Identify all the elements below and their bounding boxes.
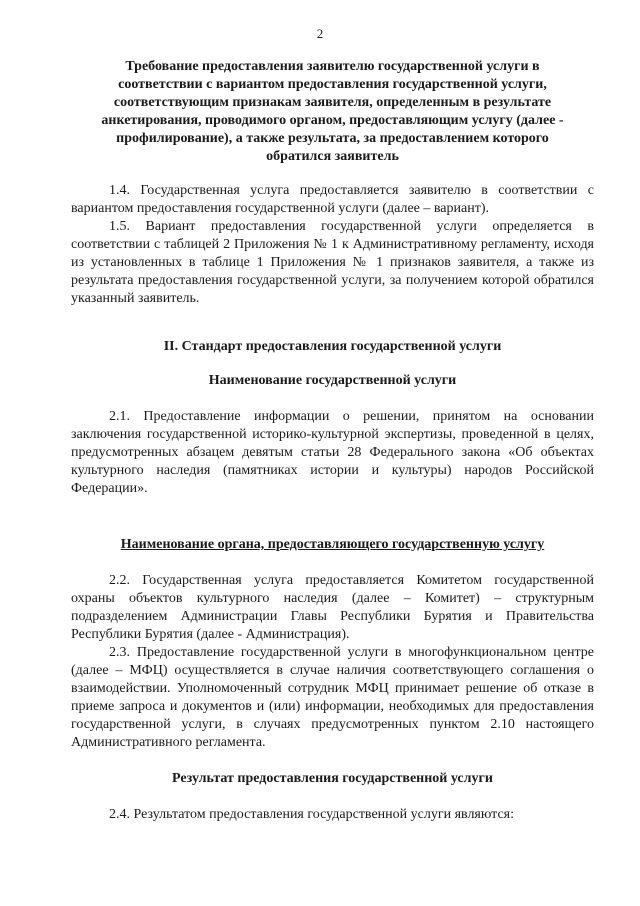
paragraph-2-2: 2.2. Государственная услуга предоставляется Комитетом государственной охраны объектов культурного наследия (далее – Комитет) – структурным подразделением Администрации Главы Республики Бурятия и Правительства Республики Бурятия (далее - Администрация).: [71, 573, 594, 642]
section-title-standard: II. Стандарт предоставления государственной услуги: [163, 339, 502, 354]
document-body: [71, 58, 594, 824]
subheading-service-result: Результат предоставления государственной услуги: [172, 771, 493, 786]
paragraph-1-4: 1.4. Государственная услуга предоставляется заявителю в соответствии с вариантом предоставления государственной услуги (далее – вариант).: [71, 183, 594, 216]
paragraph-2-4: 2.4. Результатом предоставления государственной услуги являются:: [109, 807, 514, 822]
page-number: 2: [316, 26, 324, 41]
subheading-providing-authority: Наименование органа, предоставляющего государственную услугу: [120, 537, 545, 552]
paragraph-2-3: 2.3. Предоставление государственной услуги в многофункциональном центре (далее – МФЦ) осуществляется в случае наличия соответствующего соглашения о взаимодействии. Уполномоченный сотрудник МФЦ принимает решение об отказе в приеме запроса и документов и (или) информации, необходимых для предоставления государственной услуги, в случаях предусмотренных пунктом 2.10 настоящего Административного регламента.: [71, 645, 594, 750]
paragraph-1-5: 1.5. Вариант предоставления государственной услуги определяется в соответствии с таблицей 2 Приложения № 1 к Административному регламенту, исходя из установленных в таблице 1 Приложения № 1 признаков заявителя, а также из результата предоставления государственной услуги, за получением которой обратился указанный заявитель.: [71, 219, 594, 306]
subheading-service-name: Наименование государственной услуги: [208, 373, 457, 388]
paragraph-2-1: 2.1. Предоставление информации о решении, принятом на основании заключения государственной историко-культурной экспертизы, проведенной в целях, предусмотренных абзацем девятым статьи 28 Федерального закона «Об объектах культурного наследия (памятниках истории и культуры) народов Российской Федерации».: [71, 409, 594, 496]
section-heading-variant-requirement: Требование предоставления заявителю государственной услуги в соответствии с вариантом предоставления государственной услуги, соответствующим признакам заявителя, определенным в результате анкетирования, проводимого органом, предоставляющим услугу (далее - профилирование), а также результата, за предоставлением которого обратился заявитель: [101, 59, 564, 164]
